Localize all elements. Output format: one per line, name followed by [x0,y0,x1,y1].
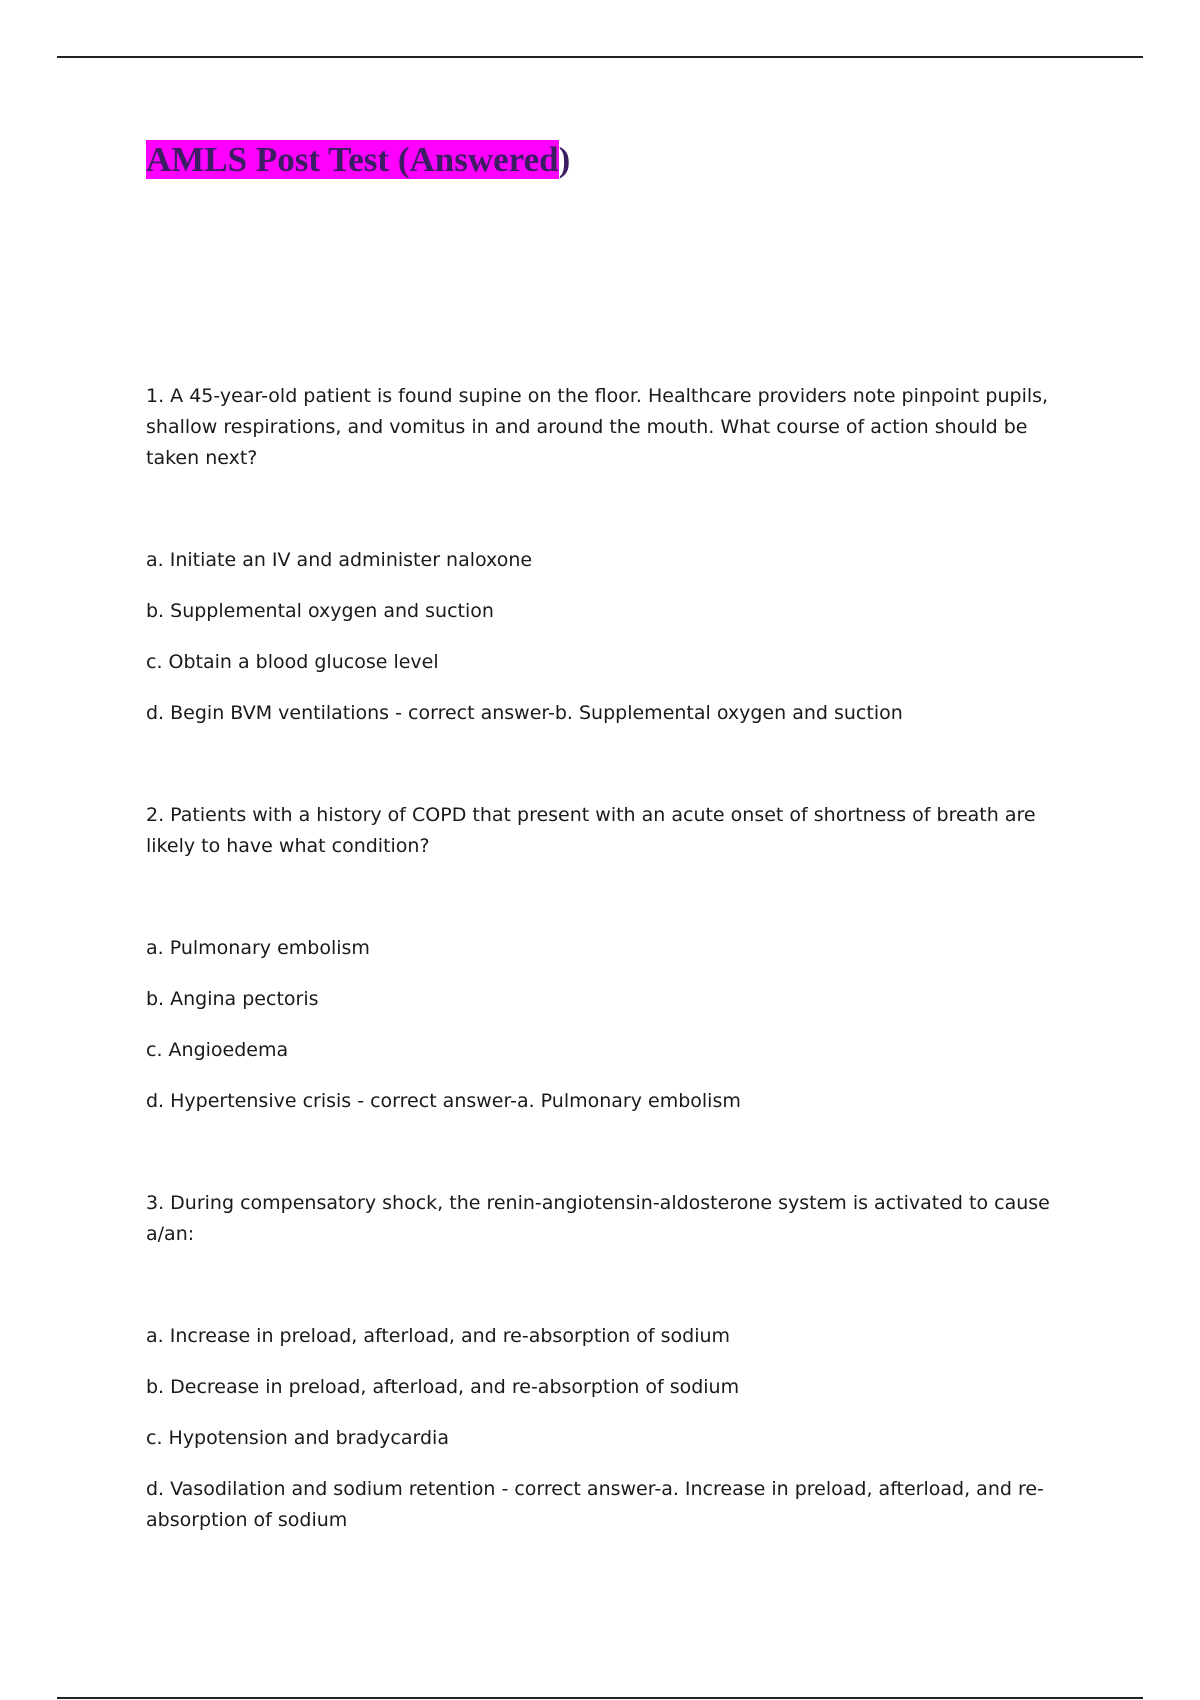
document-body [146,140,1086,1536]
option-d: d. Hypertensive crisis - correct answer-a. Pulmonary embolism [146,1090,741,1112]
option-c: c. Obtain a blood glucose level [146,651,439,673]
question-text: 2. Patients with a history of COPD that present with an acute onset of shortness of breath are likely to have what condition? [146,804,1036,857]
option-a: a. Pulmonary embolism [146,937,370,959]
answer-options [146,1321,1086,1536]
option-d: d. Begin BVM ventilations - correct answer-b. Supplemental oxygen and suction [146,702,903,724]
title-highlight: AMLS Post Test (Answered [146,140,559,179]
option-b: b. Angina pectoris [146,988,319,1010]
question-3 [146,1188,1086,1536]
option-c: c. Angioedema [146,1039,289,1061]
option-c: c. Hypotension and bradycardia [146,1427,449,1449]
option-d: d. Vasodilation and sodium retention - correct answer-a. Increase in preload, afterload, and re-absorption of sodium [146,1478,1044,1531]
option-b: b. Supplemental oxygen and suction [146,600,494,622]
option-a: a. Increase in preload, afterload, and re-absorption of sodium [146,1325,731,1347]
answer-options [146,933,1086,1117]
question-2 [146,800,1086,1117]
title-tail: ) [558,140,571,179]
footer-rule [57,1697,1143,1699]
option-a: a. Initiate an IV and administer naloxone [146,549,533,571]
document-title [146,140,1086,180]
question-1 [146,381,1086,729]
option-b: b. Decrease in preload, afterload, and re-absorption of sodium [146,1376,740,1398]
question-text: 3. During compensatory shock, the renin-angiotensin-aldosterone system is activated to cause a/an: [146,1192,1050,1245]
question-text: 1. A 45-year-old patient is found supine on the floor. Healthcare providers note pinpoint pupils, shallow respirations, and vomitus in and around the mouth. What course of action should be taken next? [146,385,1049,469]
answer-options [146,545,1086,729]
header-rule [57,56,1143,58]
